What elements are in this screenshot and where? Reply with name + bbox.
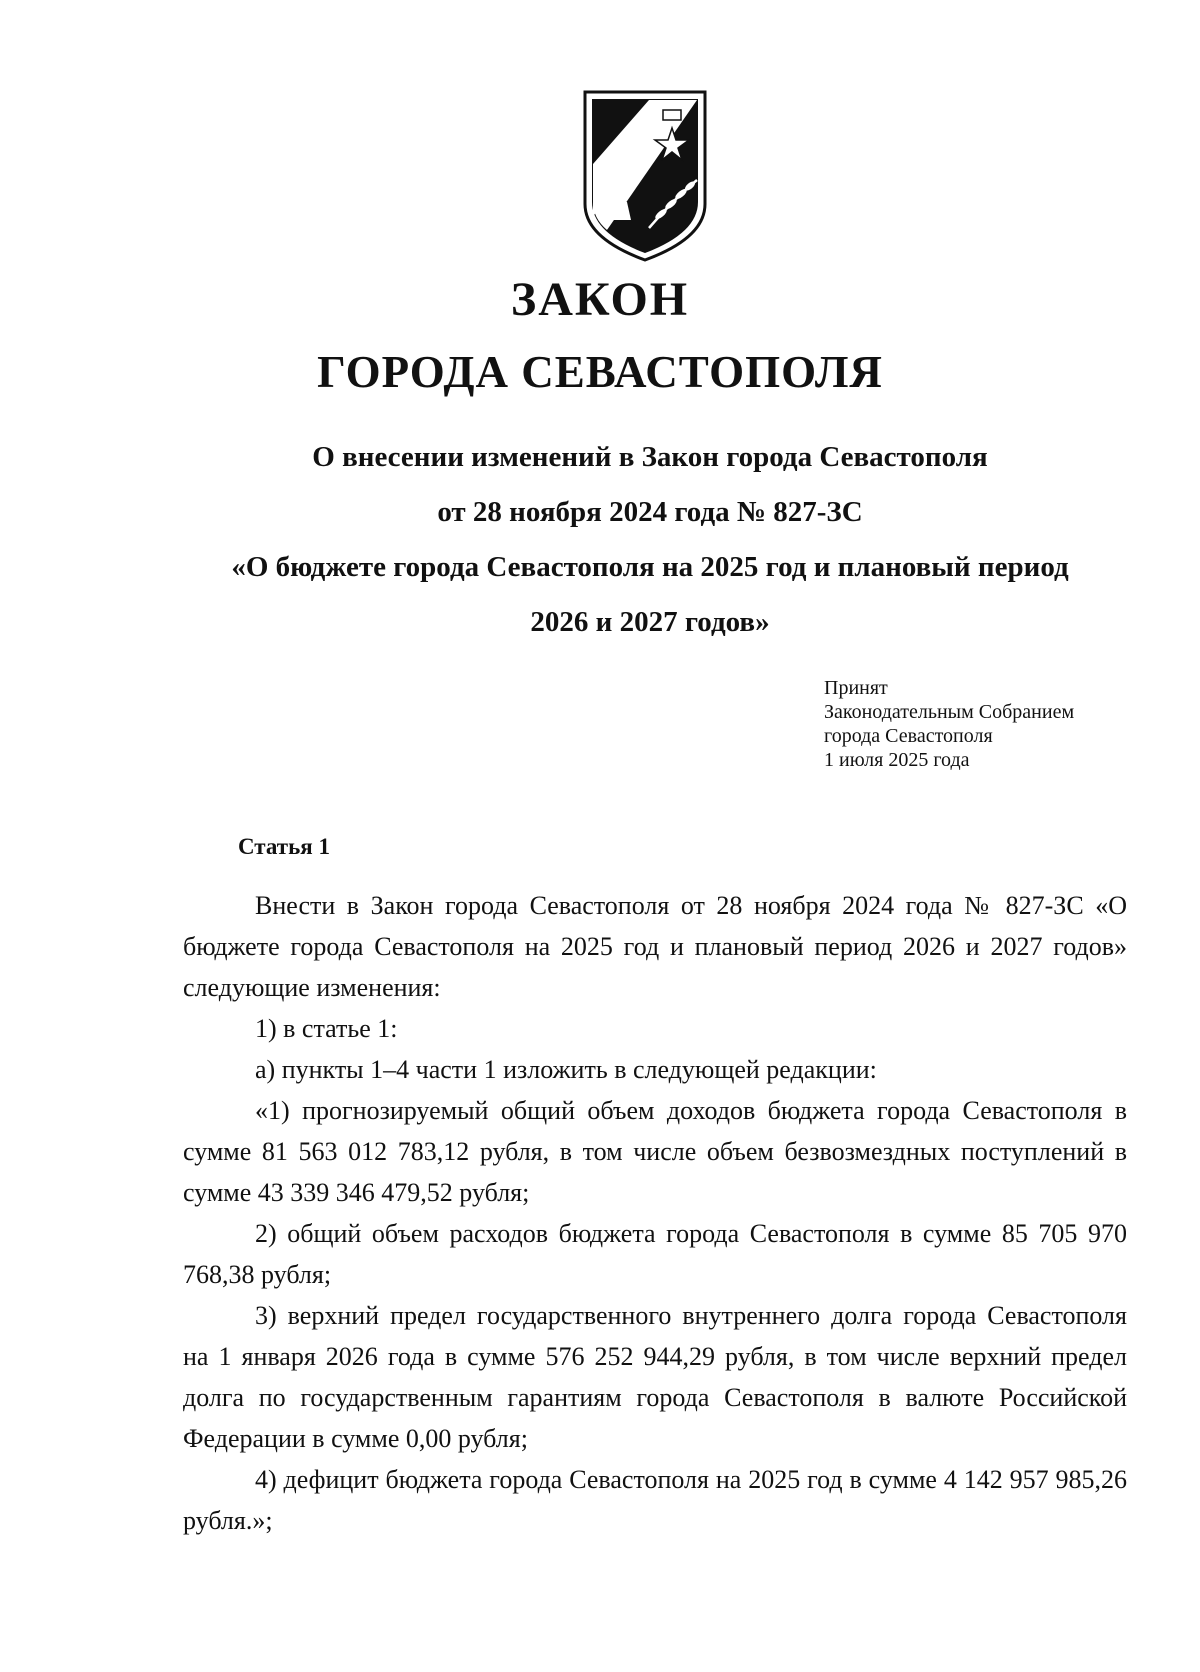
paragraph: 3) верхний предел государственного внутреннего долга города Севастополя на 1 января 2026 года в сумме 576 252 944,29 рубля, в том числе верхний предел долга по государственным гарантиям города Севастополя в валюте Российской Федерации в сумме 0,00 рубля; xyxy=(183,1301,1127,1453)
adoption-line: Законодательным Собранием xyxy=(824,701,1075,723)
paragraph: а) пункты 1–4 части 1 изложить в следующей редакции: xyxy=(255,1055,877,1084)
heading-line: от 28 ноября 2024 года № 827-ЗС xyxy=(437,496,863,528)
heading-line: «О бюджете города Севастополя на 2025 год и плановый период xyxy=(231,551,1069,583)
paragraph: 1) в статье 1: xyxy=(255,1014,398,1043)
law-heading xyxy=(150,430,1150,650)
adoption-note xyxy=(824,676,1074,772)
heading-line: 2026 и 2027 годов» xyxy=(530,606,770,638)
adoption-line: города Севастополя xyxy=(824,725,993,747)
adoption-line: Принят xyxy=(824,677,888,699)
paragraph: «1) прогнозируемый общий объем доходов бюджета города Севастополя в сумме 81 563 012 783,12 рубля, в том числе объем безвозмездных поступлений в сумме 43 339 346 479,52 рубля; xyxy=(183,1096,1127,1207)
paragraph: Внести в Закон города Севастополя от 28 ноября 2024 года № 827-ЗС «О бюджете города Севастополя на 2025 год и плановый период 2026 и 2027 годов» следующие изменения: xyxy=(183,891,1127,1002)
paragraph: 4) дефицит бюджета города Севастополя на 2025 год в сумме 4 142 957 985,26 рубля.»; xyxy=(183,1465,1127,1535)
article-body xyxy=(183,885,1127,1541)
sevastopol-coat-of-arms-icon xyxy=(579,88,711,264)
heading-line: О внесении изменений в Закон города Севастополя xyxy=(312,441,988,473)
paragraph: 2) общий объем расходов бюджета города Севастополя в сумме 85 705 970 768,38 рубля; xyxy=(183,1219,1127,1289)
law-title: ЗАКОН xyxy=(510,273,690,326)
article-title: Статья 1 xyxy=(238,834,330,859)
adoption-line: 1 июля 2025 года xyxy=(824,749,970,771)
law-subtitle: ГОРОДА СЕВАСТОПОЛЯ xyxy=(317,347,883,397)
